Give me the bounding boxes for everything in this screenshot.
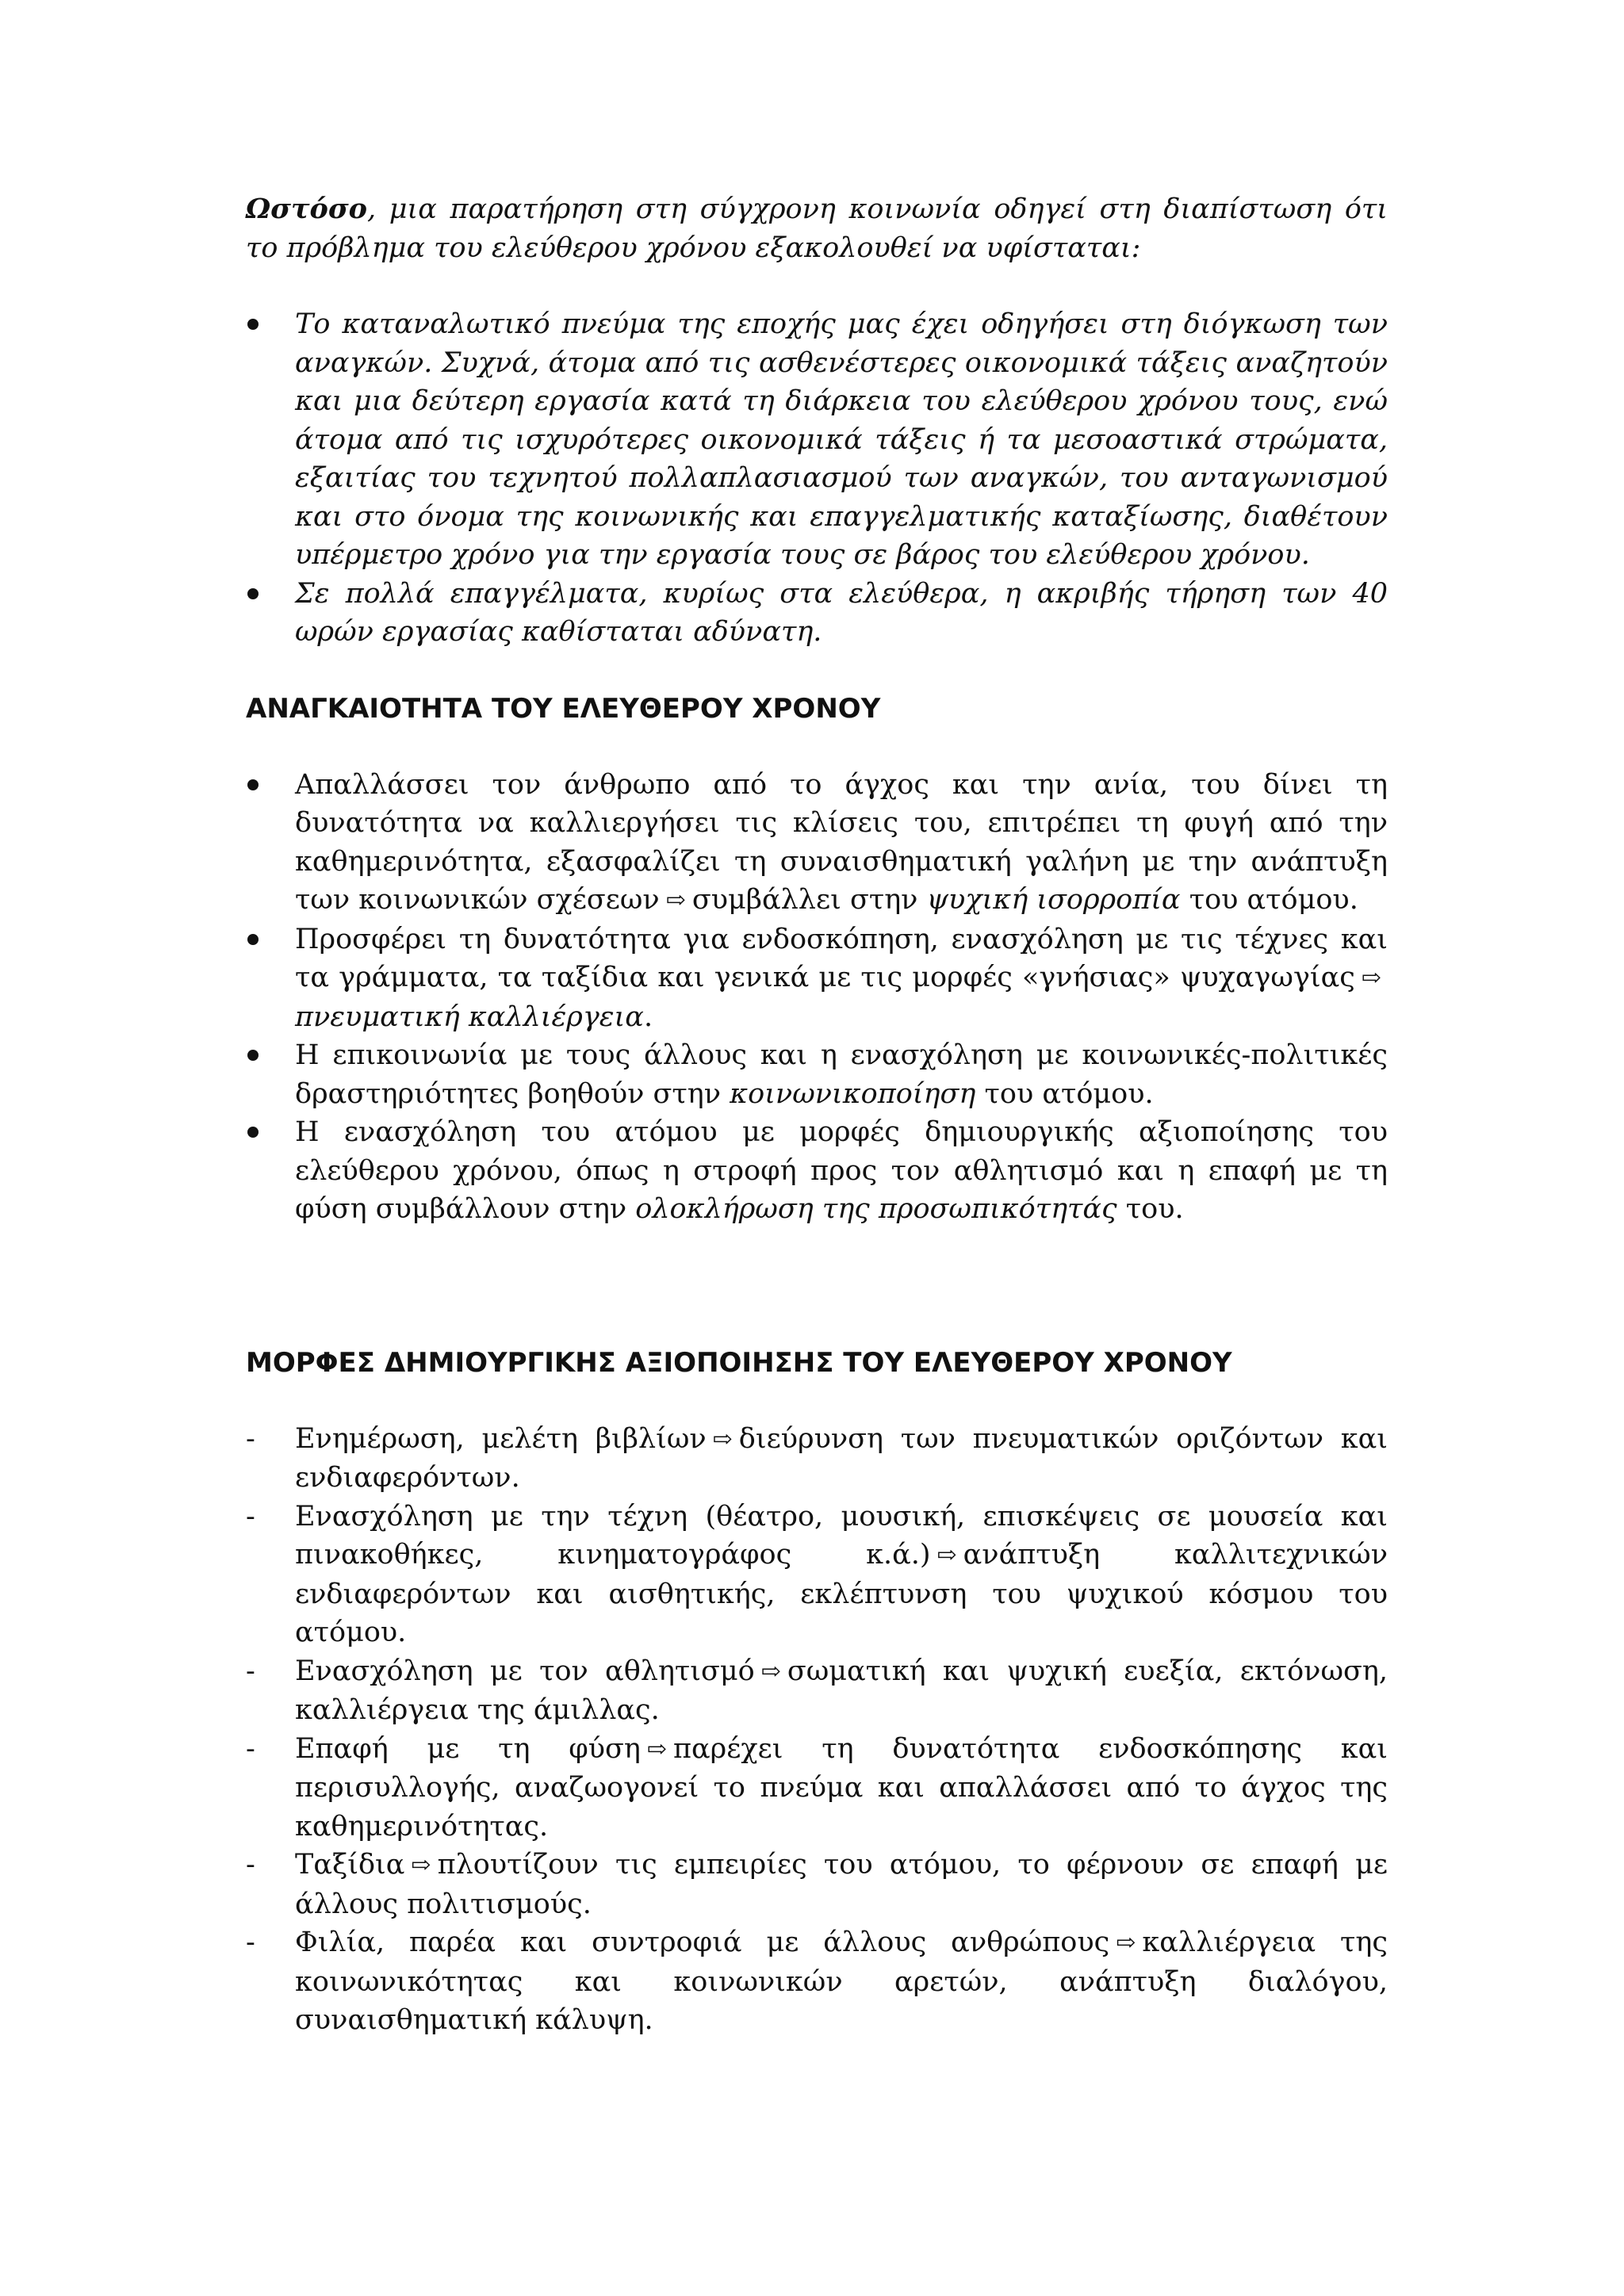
dash-marker: - — [246, 1422, 255, 1455]
list-item: Προσφέρει τη δυνατότητα για ενδοσκόπηση, ενασχόληση με τις τέχνες και τα γράμματα, τα ταξίδια και γενικά με τις μορφές «γνήσιας» ψυχαγωγίας ⇨πνευματική καλλιέργεια. — [246, 920, 1388, 1037]
arrow-icon: ⇨ — [665, 886, 686, 914]
forms-dash-list — [246, 1420, 1388, 2040]
arrow-icon: ⇨ — [760, 1657, 781, 1686]
section-heading-forms: ΜΟΡΦΕΣ ΔΗΜΙΟΥΡΓΙΚΗΣ ΑΞΙΟΠΟΙΗΣΗΣ ΤΟΥ ΕΛΕΥΘΕΡΟΥ ΧΡΟΝΟΥ — [246, 1346, 1232, 1379]
arrow-icon: ⇨ — [1361, 964, 1381, 992]
arrow-icon: ⇨ — [646, 1735, 668, 1763]
intro-bullet-list — [246, 305, 1388, 652]
bullet-icon — [247, 319, 259, 330]
bullet-icon — [247, 1050, 259, 1061]
intro-lead: Ωστόσο — [246, 193, 368, 225]
dash-marker: - — [246, 1927, 255, 1958]
bullet-icon — [247, 934, 259, 945]
list-item: - Ενημέρωση, μελέτη βιβλίων ⇨ διεύρυνση των πνευματικών οριζόντων και ενδιαφερόντων. — [246, 1420, 1388, 1498]
arrow-icon: ⇨ — [936, 1541, 957, 1569]
document-page — [246, 190, 1388, 2040]
dash-marker: - — [246, 1732, 255, 1765]
bullet-icon — [247, 1127, 259, 1138]
list-item: Το καταναλωτικό πνεύμα της εποχής μας έχει οδηγήσει στη διόγκωση των αναγκών. Συχνά, άτομα από τις ασθενέστερες οικονομικά τάξεις αναζητούν και μια δεύτερη εργασία κατά τη διάρκεια του ελεύθερου χρόνου τους, ενώ άτομα από τις ισχυρότερες οικονομικά τάξεις ή τα μεσοαστικά στρώματα, εξαιτίας του τεχνητού πολλαπλασιασμού των αναγκών, του ανταγωνισμού και στο όνομα της κοινωνικής και επαγγελματικής καταξίωσης, διαθέτουν υπέρμετρο χρόνο για την εργασία τους σε βάρος του ελεύθερου χρόνου. — [246, 305, 1388, 575]
dash-marker: - — [246, 1849, 255, 1881]
list-item: Σε πολλά επαγγέλματα, κυρίως στα ελεύθερα, η ακριβής τήρηση των 40 ωρών εργασίας καθίσταται αδύνατη. — [246, 575, 1388, 652]
dash-marker: - — [246, 1500, 255, 1533]
list-item: Απαλλάσσει τον άνθρωπο από το άγχος και την ανία, του δίνει τη δυνατότητα να καλλιεργήσει τις κλίσεις του, επιτρέπει τη φυγή από την καθημερινότητα, εξασφαλίζει τη συναισθηματική γαλήνη με την ανάπτυξη των κοινωνικών σχέσεων ⇨ συμβάλλει στην ψυχική ισορροπία του ατόμου. — [246, 766, 1388, 920]
list-item: - Ενασχόληση με την τέχνη (θέατρο, μουσική, επισκέψεις σε μουσεία και πινακοθήκες, κινηματογράφος κ.ά.) ⇨ ανάπτυξη καλλιτεχνικών ενδιαφερόντων και αισθητικής, εκλέπτυνση του ψυχικού κόσμου του ατόμου. — [246, 1498, 1388, 1652]
list-item: Η επικοινωνία με τους άλλους και η ενασχόληση με κοινωνικές-πολιτικές δραστηριότητες βοηθούν στην κοινωνικοποίηση του ατόμου. — [246, 1036, 1388, 1113]
intro-text: , μια παρατήρηση στη σύγχρονη κοινωνία οδηγεί στη διαπίστωση ότι το πρόβλημα του ελεύθερου χρόνου εξακολουθεί να υφίσταται: — [246, 193, 1388, 264]
list-item: - Ταξίδια ⇨ πλουτίζουν τις εμπειρίες του ατόμου, το φέρνουν σε επαφή με άλλους πολιτισμούς. — [246, 1846, 1388, 1923]
arrow-icon: ⇨ — [712, 1425, 733, 1453]
necessity-bullet-list — [246, 766, 1388, 1229]
list-item: Η ενασχόληση του ατόμου με μορφές δημιουργικής αξιοποίησης του ελεύθερου χρόνου, όπως η στροφή προς τον αθλητισμό και η επαφή με τη φύση συμβάλλουν στην ολοκλήρωση της προσωπικότητάς του. — [246, 1113, 1388, 1229]
bullet-icon — [247, 779, 259, 790]
list-item: - Φιλία, παρέα και συντροφιά με άλλους ανθρώπους ⇨ καλλιέργεια της κοινωνικότητας και κοινωνικών αρετών, ανάπτυξη διαλόγου, συναισθηματική κάλυψη. — [246, 1923, 1388, 2040]
arrow-icon: ⇨ — [411, 1851, 431, 1879]
list-item: - Ενασχόληση με τον αθλητισμό ⇨ σωματική και ψυχική ευεξία, εκτόνωση, καλλιέργεια της άμιλλας. — [246, 1652, 1388, 1730]
bullet-icon — [247, 588, 259, 599]
list-item: - Επαφή με τη φύση ⇨ παρέχει τη δυνατότητα ενδοσκόπησης και περισυλλογής, αναζωογονεί το πνεύμα και απαλλάσσει από το άγχος της καθημερινότητας. — [246, 1730, 1388, 1846]
section-heading-necessity: ΑΝΑΓΚΑΙΟΤΗΤΑ ΤΟΥ ΕΛΕΥΘΕΡΟΥ ΧΡΟΝΟΥ — [246, 692, 881, 725]
intro-paragraph — [246, 190, 1388, 267]
arrow-icon: ⇨ — [1116, 1929, 1136, 1957]
dash-marker: - — [246, 1655, 255, 1687]
